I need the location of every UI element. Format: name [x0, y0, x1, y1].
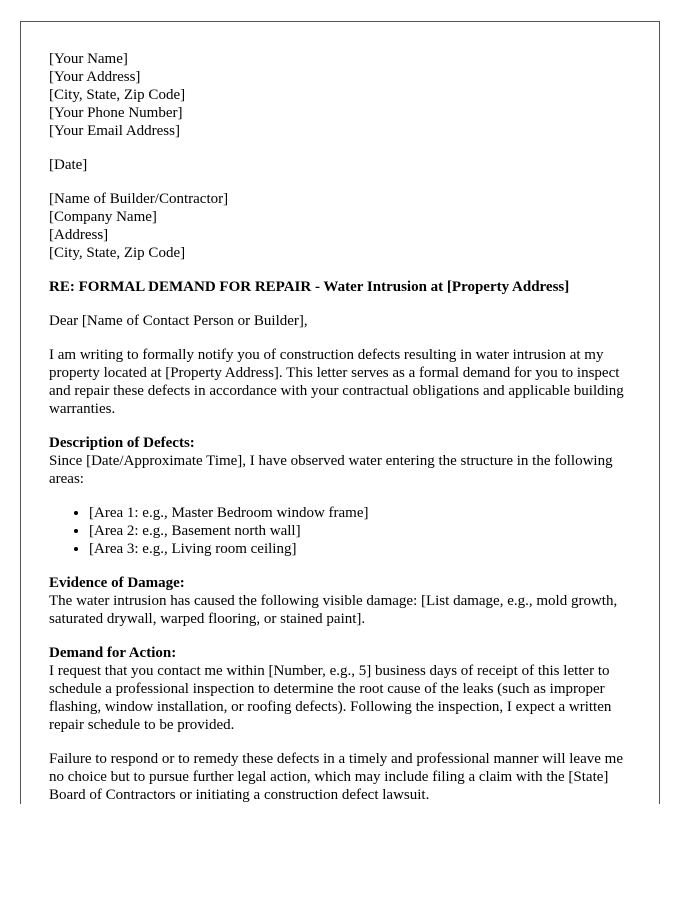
demand-heading: Demand for Action:	[49, 645, 177, 661]
intro-paragraph: I am writing to formally notify you of construction defects resulting in water intrusion at my property located at [Property Address]. This letter serves as a formal demand for you to inspect and repair these defects in accordance with your contractual obligations and applicable building warranties.	[49, 347, 624, 417]
list-item: • [Area 3: e.g., Living room ceiling]	[89, 540, 639, 558]
sender-block	[49, 50, 639, 140]
defects-list	[49, 504, 639, 558]
defects-section	[49, 434, 639, 558]
recipient-address: [Address]	[49, 227, 109, 243]
sender-name: [Your Name]	[49, 51, 128, 67]
letter-page	[20, 21, 660, 804]
sender-email: [Your Email Address]	[49, 123, 180, 139]
warning-paragraph: Failure to respond or to remedy these defects in a timely and professional manner will leave me no choice but to pursue further legal action, which may include filing a claim with the [State] Board of Contractors or initiating a construction defect lawsuit.	[49, 751, 623, 803]
sender-address: [Your Address]	[49, 69, 141, 85]
evidence-heading: Evidence of Damage:	[49, 575, 185, 591]
defects-text: Since [Date/Approximate Time], I have observed water entering the structure in the following areas:	[49, 453, 613, 487]
evidence-section	[49, 574, 639, 628]
salutation: Dear [Name of Contact Person or Builder],	[49, 313, 308, 329]
recipient-city-state-zip: [City, State, Zip Code]	[49, 245, 186, 261]
recipient-block	[49, 190, 639, 262]
demand-text: I request that you contact me within [Number, e.g., 5] business days of receipt of this letter to schedule a professional inspection to determine the root cause of the leaks (such as improper flashing, window installation, or roofing defects). Following the inspection, I expect a written repair schedule to be provided.	[49, 663, 612, 733]
list-item: • [Area 1: e.g., Master Bedroom window frame]	[89, 504, 639, 522]
recipient-company: [Company Name]	[49, 209, 157, 225]
sender-city-state-zip: [City, State, Zip Code]	[49, 87, 186, 103]
evidence-text: The water intrusion has caused the following visible damage: [List damage, e.g., mold growth, saturated drywall, warped flooring, or stained paint].	[49, 593, 618, 627]
date-block	[49, 156, 639, 174]
letter-body	[49, 50, 639, 804]
list-item: • [Area 2: e.g., Basement north wall]	[89, 522, 639, 540]
letter-date: [Date]	[49, 157, 88, 173]
defects-heading: Description of Defects:	[49, 435, 195, 451]
recipient-name: [Name of Builder/Contractor]	[49, 191, 229, 207]
sender-phone: [Your Phone Number]	[49, 105, 183, 121]
subject-line: RE: FORMAL DEMAND FOR REPAIR - Water Intrusion at [Property Address]	[49, 279, 570, 295]
demand-section	[49, 644, 639, 734]
